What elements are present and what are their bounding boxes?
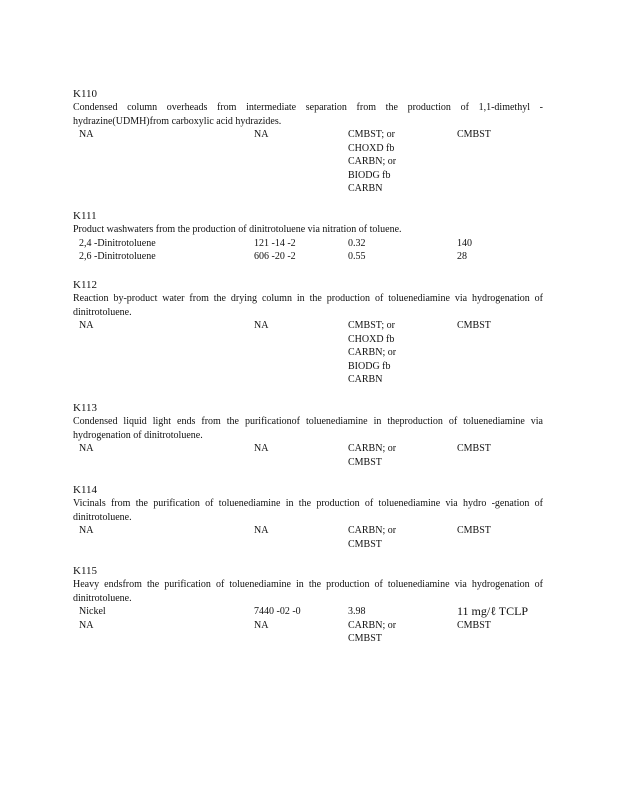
table-row bbox=[73, 538, 543, 552]
cas-cell: NA bbox=[254, 320, 269, 331]
table-row bbox=[73, 456, 543, 470]
technology-cell: CARBN; or bbox=[348, 443, 397, 454]
table-row bbox=[73, 319, 543, 333]
technology-cell: CARBN; or bbox=[348, 156, 397, 167]
standard-cell: CMBST bbox=[457, 525, 491, 536]
table-row bbox=[73, 360, 543, 374]
cas-cell: 7440 -02 -0 bbox=[254, 606, 301, 617]
table-row bbox=[73, 632, 543, 646]
technology-cell: CARBN bbox=[348, 374, 383, 385]
technology-cell: BIODG fb bbox=[348, 360, 391, 372]
waste-code: K110 bbox=[73, 88, 98, 100]
constituent-cell: NA bbox=[79, 525, 94, 536]
constituent-cell: Nickel bbox=[79, 606, 106, 617]
table-row bbox=[73, 333, 543, 347]
waste-entry-k112 bbox=[73, 279, 543, 387]
technology-cell: CMBST bbox=[348, 538, 382, 550]
technology-cell: CHOXD fb bbox=[348, 142, 395, 154]
standard-cell: CMBST bbox=[457, 443, 491, 454]
waste-description: Condensed liquid light ends from the purificationof toluenediamine in theproduction of toluenediamine via hydrogenation of dinitrotoluene. bbox=[73, 416, 543, 441]
waste-description: Condensed column overheads from intermediate separation from the production of 1,1-dimethyl -hydrazine(UDMH)from carboxylic acid hydrazides. bbox=[73, 102, 543, 127]
technology-cell: CMBST bbox=[348, 633, 382, 644]
constituent-cell: NA bbox=[79, 129, 94, 140]
waste-entry-k114 bbox=[73, 484, 543, 551]
constituent-cell: NA bbox=[79, 320, 94, 331]
table-row bbox=[73, 237, 543, 251]
technology-cell: CMBST; or bbox=[348, 129, 395, 140]
table-row bbox=[73, 346, 543, 360]
cas-cell: NA bbox=[254, 525, 269, 536]
cas-cell: 606 -20 -2 bbox=[254, 251, 296, 262]
cas-cell: NA bbox=[254, 129, 269, 140]
technology-cell: CMBST bbox=[348, 456, 382, 468]
waste-description: Vicinals from the purification of toluenediamine in the production of toluenediamine via hydro -genation of dinitrotoluene. bbox=[73, 498, 543, 523]
cas-cell: NA bbox=[254, 443, 269, 454]
cas-cell: 121 -14 -2 bbox=[254, 237, 296, 249]
standard-cell: 28 bbox=[457, 251, 467, 262]
constituent-cell: NA bbox=[79, 619, 94, 631]
table-row bbox=[73, 373, 543, 387]
waste-code: K114 bbox=[73, 484, 98, 496]
waste-code: K115 bbox=[73, 565, 98, 577]
technology-cell: 3.98 bbox=[348, 606, 366, 617]
technology-cell: 0.32 bbox=[348, 237, 366, 249]
technology-cell: CARBN; or bbox=[348, 619, 397, 631]
waste-description: Heavy endsfrom the purification of toluenediamine in the production of toluenediamine via hydrogenation of dinitrotoluene. bbox=[73, 579, 543, 604]
table-row bbox=[73, 182, 543, 196]
cas-cell: NA bbox=[254, 619, 269, 631]
technology-cell: CMBST; or bbox=[348, 320, 395, 331]
waste-entry-k111 bbox=[73, 210, 543, 264]
waste-code: K112 bbox=[73, 279, 98, 291]
standard-cell: CMBST bbox=[457, 320, 491, 331]
constituent-cell: NA bbox=[79, 443, 94, 454]
table-row bbox=[73, 155, 543, 169]
standard-cell: CMBST bbox=[457, 129, 491, 140]
waste-entry-k115 bbox=[73, 565, 543, 646]
technology-cell: 0.55 bbox=[348, 251, 366, 262]
waste-code: K113 bbox=[73, 402, 98, 414]
technology-cell: CARBN; or bbox=[348, 525, 397, 536]
standard-cell: 140 bbox=[457, 237, 472, 249]
constituent-cell: 2,6 -Dinitrotoluene bbox=[79, 251, 156, 262]
table-row bbox=[73, 169, 543, 183]
technology-cell: BIODG fb bbox=[348, 169, 391, 181]
table-row bbox=[73, 619, 543, 633]
table-row bbox=[73, 128, 543, 142]
table-row bbox=[73, 250, 543, 264]
table-row bbox=[73, 605, 543, 619]
waste-code: K111 bbox=[73, 210, 97, 222]
waste-description: Product washwaters from the production of dinitrotoluene via nitration of toluene. bbox=[73, 224, 402, 235]
standard-cell: CMBST bbox=[457, 619, 491, 631]
technology-cell: CHOXD fb bbox=[348, 333, 395, 345]
technology-cell: CARBN bbox=[348, 183, 383, 194]
table-row bbox=[73, 442, 543, 456]
technology-cell: CARBN; or bbox=[348, 347, 397, 358]
table-row bbox=[73, 142, 543, 156]
standard-cell: 11 mg/ℓ TCLP bbox=[457, 604, 529, 618]
constituent-cell: 2,4 -Dinitrotoluene bbox=[79, 237, 156, 249]
waste-description: Reaction by-product water from the drying column in the production of toluenediamine via hydrogenation of dinitrotoluene. bbox=[73, 293, 543, 318]
table-row bbox=[73, 524, 543, 538]
waste-entry-k113 bbox=[73, 402, 543, 469]
waste-entry-k110 bbox=[73, 88, 543, 196]
